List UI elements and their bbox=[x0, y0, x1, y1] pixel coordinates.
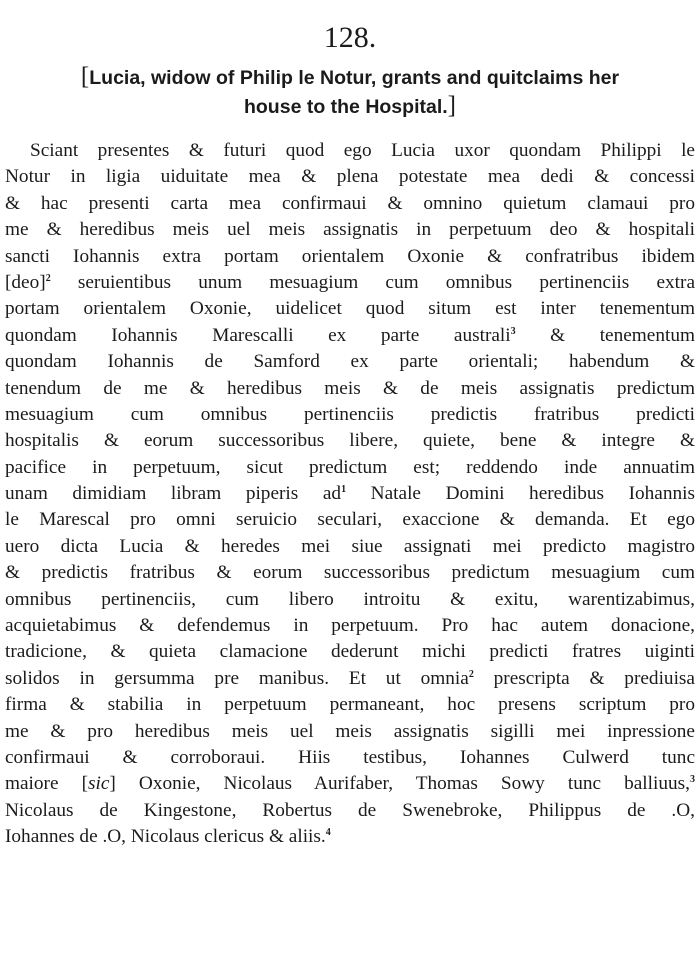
body-line-segment: & tenementum bbox=[550, 324, 695, 346]
body-line bbox=[5, 323, 695, 349]
body-line-segment: Natale Domini heredibus Iohannis bbox=[370, 483, 696, 505]
body-line: confirmaui & corroboraui. Hiis testibus, Iohannes Culwerd tunc bbox=[5, 746, 695, 768]
footnote-mark: 1 bbox=[341, 484, 347, 496]
body-line-segment: unam dimidiam libram piperis ad bbox=[5, 483, 342, 505]
heading-line-2 bbox=[8, 92, 692, 121]
editorial-sic: sic bbox=[88, 773, 110, 795]
body-line: Nicolaus de Kingestone, Robertus de Swenebroke, Philippus de .O, bbox=[5, 799, 695, 821]
charter-number: 128. bbox=[323, 21, 377, 54]
body-line bbox=[5, 270, 695, 296]
charter-heading bbox=[8, 63, 692, 121]
heading-line-1 bbox=[8, 63, 692, 92]
body-line-segment: quondam Iohannis Marescalli ex parte australi bbox=[5, 324, 511, 346]
body-line: le Marescal pro omni seruicio seculari, exaccione & demanda. Et ego bbox=[5, 509, 695, 531]
body-line: mesuagium cum omnibus pertinenciis predictis fratribus predicti bbox=[5, 403, 695, 425]
body-line bbox=[5, 824, 695, 850]
footnote-mark: 3 bbox=[689, 774, 695, 786]
body-line: me & pro heredibus meis uel meis assignatis sigilli mei inpressione bbox=[5, 720, 695, 742]
heading-line-1-text: Lucia, widow of Philip le Notur, grants and quitclaims her bbox=[89, 67, 620, 89]
body-line: tradicione, & quieta clamacione dederunt michi predicti fratres uiginti bbox=[5, 641, 695, 663]
body-line-segment: [deo] bbox=[5, 271, 46, 293]
body-line-segment: prescripta & prediuisa bbox=[493, 667, 695, 689]
body-line: uero dicta Lucia & heredes mei siue assignati mei predicto magistro bbox=[5, 535, 695, 557]
body-line: tenendum de me & heredibus meis & de meis assignatis predictum bbox=[5, 377, 695, 399]
body-line: sancti Iohannis extra portam orientalem Oxonie & confratribus ibidem bbox=[5, 245, 695, 267]
body-line: Notur in ligia uiduitate mea & plena potestate mea dedi & concessi bbox=[5, 166, 695, 188]
footnote-mark: 4 bbox=[325, 827, 331, 839]
heading-close-bracket: ] bbox=[447, 92, 456, 119]
body-line-segment: seruientibus unum mesuagium cum omnibus pertinenciis extra bbox=[77, 271, 696, 293]
body-line: & predictis fratribus & eorum successoribus predictum mesuagium cum bbox=[5, 562, 695, 584]
footnote-mark: 3 bbox=[510, 325, 516, 337]
body-line: omnibus pertinenciis, cum libero introitu & exitu, warentizabimus, bbox=[5, 588, 695, 610]
body-line-segment: ] Oxonie, Nicolaus Aurifaber, Thomas Sowy tunc balliuus, bbox=[109, 773, 690, 795]
heading-line-2-text: house to the Hospital. bbox=[243, 96, 448, 118]
body-line: portam orientalem Oxonie, uidelicet quod situm est inter tenementum bbox=[5, 298, 695, 320]
body-line: firma & stabilia in perpetuum permaneant, hoc presens scriptum pro bbox=[5, 694, 695, 716]
body-line-segment: solidos in gersumma pre manibus. Et ut omnia bbox=[5, 667, 469, 689]
footnote-mark: 2 bbox=[45, 272, 51, 284]
body-line bbox=[5, 771, 695, 797]
body-line: acquietabimus & defendemus in perpetuum. Pro hac autem donacione, bbox=[5, 615, 695, 637]
footnote-mark: 2 bbox=[468, 668, 474, 680]
body-line-segment: maiore [ bbox=[5, 773, 88, 795]
body-line: pacifice in perpetuum, sicut predictum est; reddendo inde annuatim bbox=[5, 456, 695, 478]
body-line: Sciant presentes & futuri quod ego Lucia uxor quondam Philippi le bbox=[30, 140, 695, 161]
body-line: me & heredibus meis uel meis assignatis in perpetuum deo & hospitali bbox=[5, 219, 695, 241]
body-line: hospitalis & eorum successoribus libere, quiete, bene & integre & bbox=[5, 430, 695, 452]
body-line bbox=[5, 666, 695, 692]
body-line-segment: Iohannes de .O, Nicolaus clericus & aliis. bbox=[5, 826, 326, 848]
body-line bbox=[5, 481, 695, 507]
heading-open-bracket: [ bbox=[80, 63, 90, 90]
body-line: quondam Iohannis de Samford ex parte orientali; habendum & bbox=[5, 351, 695, 373]
charter-body bbox=[5, 138, 695, 851]
body-line: & hac presenti carta mea confirmaui & omnino quietum clamaui pro bbox=[5, 192, 695, 214]
